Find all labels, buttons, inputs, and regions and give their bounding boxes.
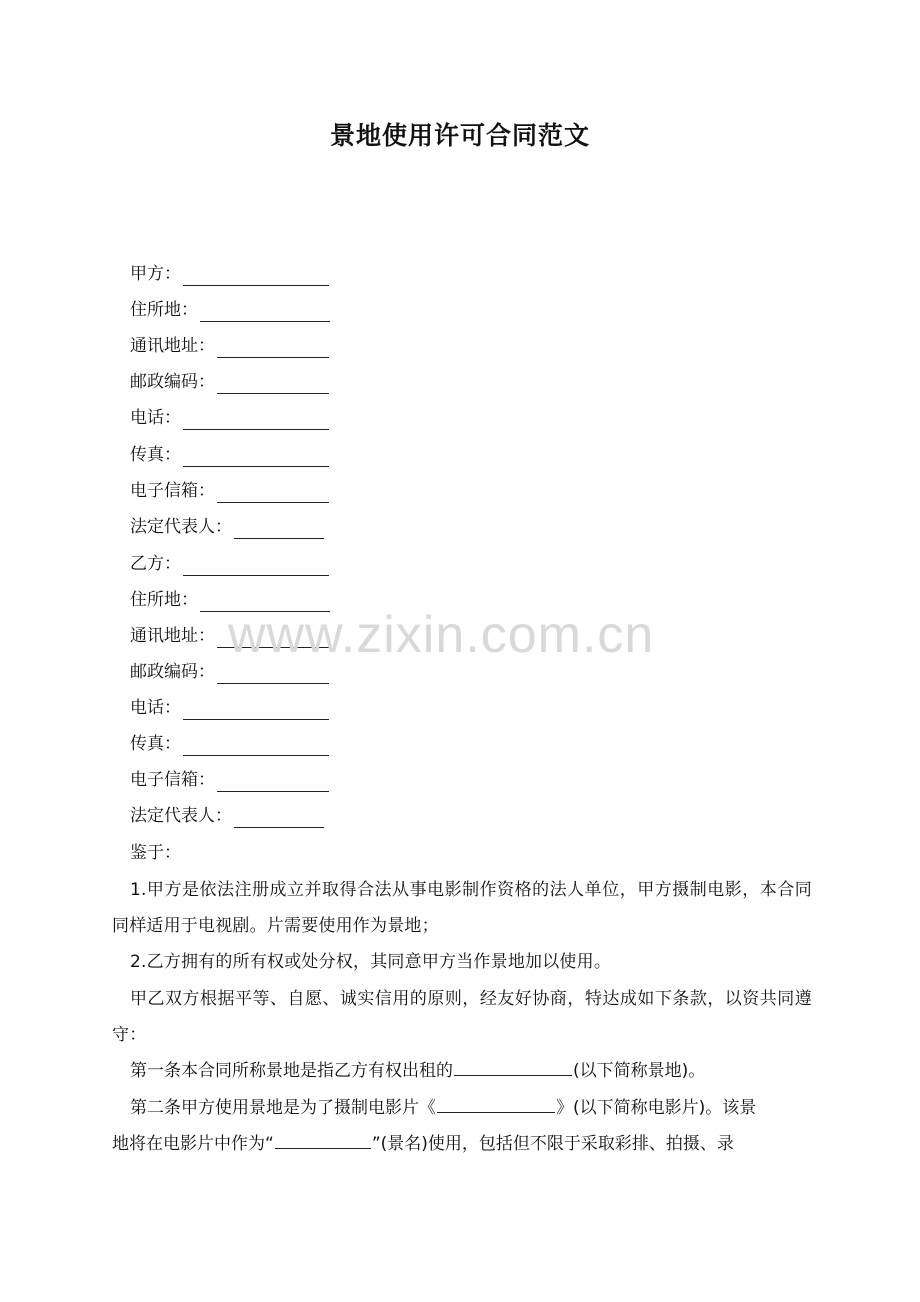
party-b-address-label: 住所地： (130, 590, 198, 610)
party-b-label: 乙方： (130, 554, 181, 574)
watermark: www.zixin.com.cn (228, 606, 655, 664)
party-a-address-label: 住所地： (130, 300, 198, 320)
article-2-line-1 (130, 1090, 756, 1126)
party-a-mail-address-field (130, 328, 329, 364)
party-a-mail-address-label: 通讯地址： (130, 336, 215, 356)
party-a-email-label: 电子信箱： (130, 481, 215, 501)
article-1-text-before: 第一条本合同所称景地是指乙方有权出租的 (130, 1061, 453, 1081)
document-title: 景地使用许可合同范文 (329, 121, 590, 150)
party-a-fax-label: 传真： (130, 445, 181, 465)
party-a-phone-field (130, 400, 329, 436)
party-b-fax-field (130, 726, 329, 762)
article-2-scene-blank (275, 1128, 371, 1149)
party-b-phone-label: 电话： (130, 698, 181, 718)
article-1-blank (454, 1055, 572, 1076)
party-b-legal-rep-label: 法定代表人： (130, 806, 232, 826)
party-b-blank (183, 553, 329, 576)
article-2-text-before: 第二条甲方使用景地是为了摄制电影片《 (130, 1098, 436, 1118)
party-a-legal-rep-field (130, 509, 324, 545)
party-b-mail-address-label: 通讯地址： (130, 626, 215, 646)
party-b-phone-field (130, 690, 329, 726)
party-a-postcode-blank (217, 371, 329, 394)
party-a-legal-rep-blank (234, 516, 324, 539)
party-a-postcode-field (130, 364, 329, 400)
party-a-phone-label: 电话： (130, 408, 181, 428)
article-1-text-after: (以下简称景地)。 (573, 1061, 706, 1081)
agreement-paragraph: 甲乙双方根据平等、自愿、诚实信用的原则，经友好协商，特达成如下条款，以资共同遵守： (112, 989, 812, 1045)
party-b-email-label: 电子信箱： (130, 770, 215, 790)
party-a-phone-blank (183, 407, 329, 430)
article-2-text-after: 》(以下简称电影片)。该景 (556, 1098, 757, 1118)
party-a-address-field (130, 292, 330, 328)
party-b-fax-label: 传真： (130, 734, 181, 754)
party-b-fax-blank (183, 733, 329, 756)
party-a-fax-blank (183, 444, 329, 467)
clause-2: 2.乙方拥有的所有权或处分权，其同意甲方当作景地加以使用。 (130, 952, 612, 972)
article-2-line-2 (112, 1126, 734, 1162)
party-a-blank (183, 263, 329, 286)
party-a-fax-field (130, 437, 329, 473)
party-b-email-field (130, 762, 329, 798)
article-2-line-2-after: ”(景名)使用，包括但不限于采取彩排、拍摄、录 (371, 1134, 734, 1154)
whereas-heading (130, 835, 181, 871)
party-b-email-blank (217, 769, 329, 792)
party-a-address-blank (200, 299, 330, 322)
party-a-email-field (130, 473, 329, 509)
party-a-email-blank (217, 480, 329, 503)
party-a-legal-rep-label: 法定代表人： (130, 517, 232, 537)
party-a-field (130, 256, 329, 292)
whereas-label: 鉴于： (130, 843, 181, 863)
article-2-line-2-before: 地将在电影片中作为“ (112, 1134, 274, 1154)
party-b-phone-blank (183, 697, 329, 720)
article-2-film-blank (437, 1092, 555, 1113)
party-b-legal-rep-field (130, 798, 324, 834)
party-a-mail-address-blank (217, 335, 329, 358)
party-b-legal-rep-blank (234, 805, 324, 828)
clause-1: 1.甲方是依法注册成立并取得合法从事电影制作资格的法人单位，甲方摄制电影，本合同同样适用于电视剧。片需要使用作为景地； (112, 880, 812, 936)
party-b-field (130, 546, 329, 582)
party-b-postcode-label: 邮政编码： (130, 662, 215, 682)
article-1 (130, 1053, 705, 1089)
party-a-label: 甲方： (130, 264, 181, 284)
party-a-postcode-label: 邮政编码： (130, 372, 215, 392)
